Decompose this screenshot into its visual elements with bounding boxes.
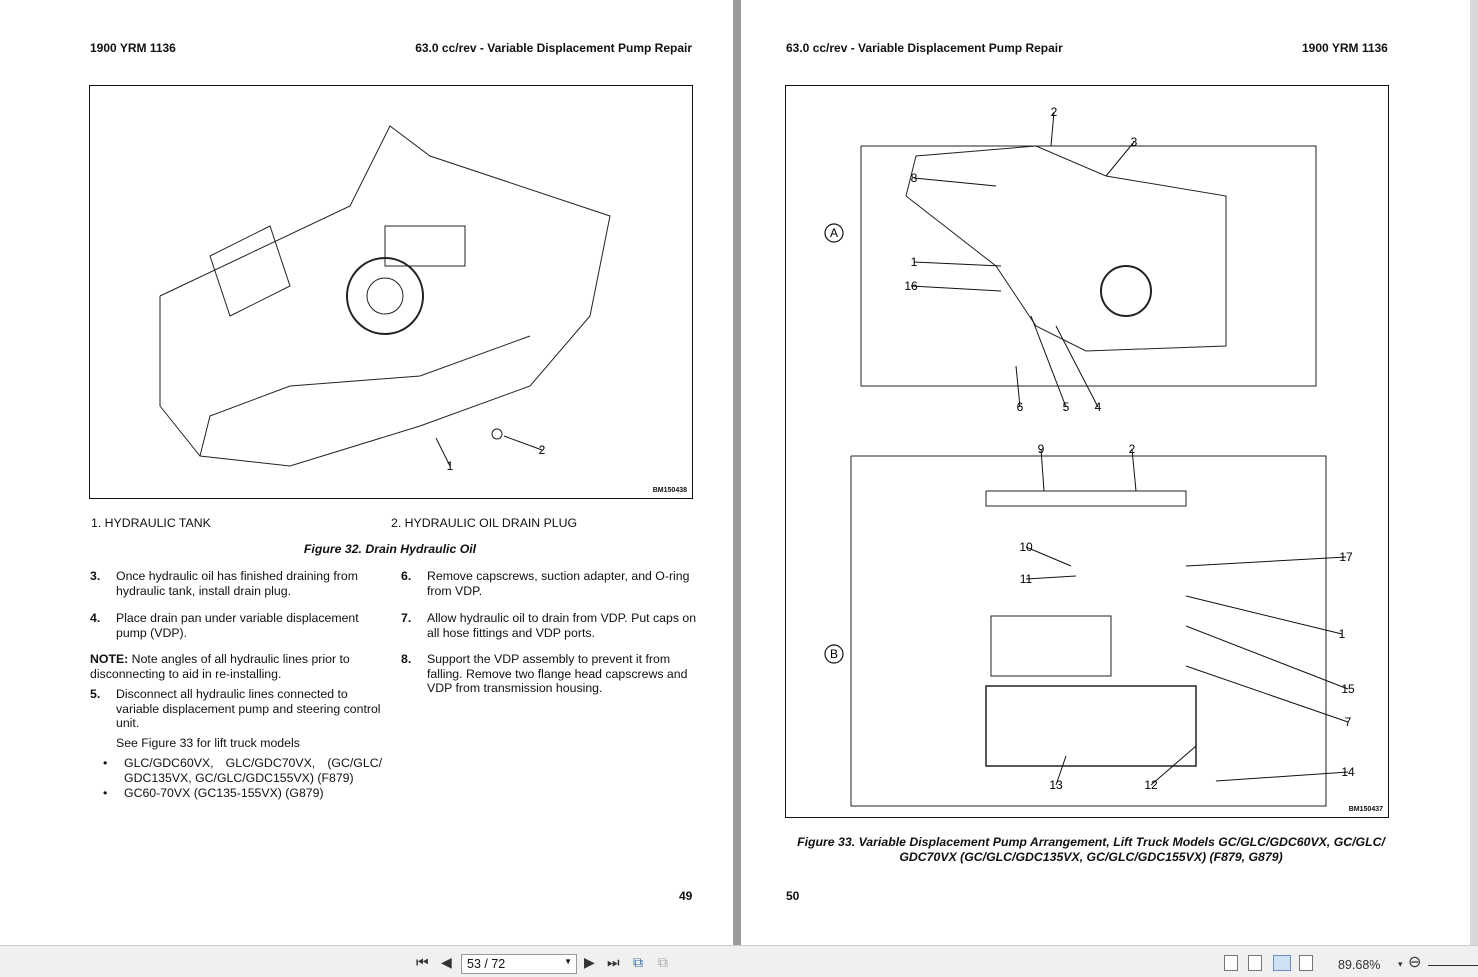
figure-code: BM150438 [652,487,687,494]
callout-a: 5 [1062,400,1070,414]
step-number: 5. [90,687,101,701]
callout-b: 13 [1049,778,1063,792]
leader-line [1186,557,1346,566]
header-doc-id: 1900 YRM 1136 [90,41,176,55]
callout-b: 15 [1341,682,1355,696]
pump-arrangement-drawing [786,86,1390,819]
step-text: Place drain pan under variable displacement pump (VDP). [116,611,359,640]
view-b-manifold [986,491,1186,506]
frame-line [200,336,530,456]
legend-item: 1. HYDRAULIC TANK [91,516,211,530]
hydraulic-tank-drawing [90,86,694,500]
vertical-scrollbar[interactable] [1470,0,1478,945]
bullet-item: GC60-70VX (GC135-155VX) (G879) [124,786,324,800]
callout-a: 3 [1130,135,1138,149]
header-title: 63.0 cc/rev - Variable Displacement Pump Repair [415,41,692,55]
figure-caption: Figure 32. Drain Hydraulic Oil [303,542,477,556]
figure-32 [89,85,693,499]
callout-b: 11 [1019,572,1033,586]
first-page-icon[interactable]: ⏮ [416,954,429,970]
view-a-housing [1101,266,1151,316]
leader-line [1186,626,1348,689]
leader-line [1026,576,1076,579]
see-figure-text: See Figure 33 for lift truck models [116,736,300,750]
bullet-item: GLC/GDC60VX, GLC/GDC70VX, (GC/GLC/ GDC135VX, GC/GLC/GDC155VX) (F879) [124,756,382,785]
leader-line [1056,326,1098,407]
facing-view-icon[interactable] [1273,955,1291,971]
previous-page-icon[interactable]: ◀ [441,954,452,970]
leader-line [911,286,1001,291]
leader-line [914,262,1001,266]
figure-caption: Figure 33. Variable Displacement Pump Arrangement, Lift Truck Models GC/GLC/GDC60VX, GC/GLC/ GDC70VX (GC/GLC/GDC135VX, GC/GLC/GDC155VX) (F879, G879) [797,835,1385,864]
view-label: B [829,647,839,661]
step-number: 7. [401,611,412,625]
previous-view-icon[interactable]: ⧉ [633,954,643,970]
next-view-icon[interactable]: ⧉ [658,954,668,970]
leader-line [1186,596,1342,634]
pump-drawing [347,258,423,334]
leader-line [1186,666,1348,722]
dropdown-arrow-icon[interactable]: ▼ [564,957,572,966]
callout-b: 14 [1341,765,1355,779]
callout-b: 9 [1037,442,1045,456]
zoom-out-icon[interactable]: ⊖ [1408,954,1422,971]
pump-hub [367,278,403,314]
step-number: 3. [90,569,101,583]
callout-a: 6 [1016,400,1024,414]
step-number: 6. [401,569,412,583]
page-number: 49 [679,889,693,903]
leader-line [1026,547,1071,566]
step-text: Allow hydraulic oil to drain from VDP. Put caps on all hose fittings and VDP ports. [427,611,697,640]
drain-plug [492,429,502,439]
page-50 [741,0,1470,945]
tank-outline [160,126,610,466]
callout-a: 4 [1094,400,1102,414]
legend-item: 2. HYDRAULIC OIL DRAIN PLUG [391,516,578,530]
view-b-transmission [986,686,1196,766]
callout-b: 1 [1338,627,1346,641]
step-number: 8. [401,652,412,666]
note-label: NOTE: [90,652,129,666]
last-page-icon[interactable]: ⏭ [607,954,620,970]
next-page-icon[interactable]: ▶ [584,954,595,970]
zoom-level[interactable]: 89.68% [1338,958,1381,972]
view-b-control-block [991,616,1111,676]
callout-a: 16 [904,279,918,293]
page-number-input[interactable] [461,954,577,974]
step-text: Once hydraulic oil has finished draining from hydraulic tank, install drain plug. [116,569,358,598]
callout-b: 10 [1019,540,1033,554]
callout-b: 2 [1128,442,1136,456]
page-field-value: 53 / 72 [467,957,506,971]
leader-line [504,436,542,450]
view-b-frame [851,456,1326,806]
note-text: Note angles of all hydraulic lines prior to disconnecting to aid in re-installing. [90,652,350,681]
figure-33 [785,85,1389,818]
bracket [210,226,290,316]
callout-a: 8 [910,171,918,185]
zoom-dropdown-icon[interactable]: ▾ [1398,959,1403,969]
single-page-view-icon[interactable] [1224,955,1238,971]
leader-line [1031,316,1066,407]
step-text: Remove capscrews, suction adapter, and O-ring from VDP. [427,569,690,598]
callout-a: 1 [910,255,918,269]
step-text: Support the VDP assembly to prevent it from falling. Remove two flange head capscrews and VDP from transmission housing. [427,652,688,695]
leader-line [1216,772,1348,781]
zoom-slider[interactable] [1428,965,1478,966]
view-a-pump [906,146,1226,351]
callout-a: 2 [1050,105,1058,119]
note [90,652,380,681]
continuous-view-icon[interactable] [1248,955,1262,971]
page-49: 1900 YRM 1136 63.0 cc/rev - Variable Displacement Pump Repair 1 2 BM150438 1. HYDRAULIC TANK 2. HYDRAULIC OIL DRAIN PLUG Figure 32. Drain Hydraulic Oil 3. Once hydraulic oil has finished draining from hydraulic tank, install drain plug. 4. Place drain pan under variable displacement pump (VDP). NOTE: Note angles of all hydraulic lines prior to disconnecting to aid in re-installing. 5. Disconnect all hydraulic lines connected to variable displacement pump and steering control unit. See Figure 33 for lift truck models • GLC/GDC60VX, GLC/GDC70VX, (GC/GLC/ GDC135VX, GC/GLC/GDC155VX) (F879) • GC60-70VX (GC135-155VX) (G879) 6. Remove capscrews, suction adapter, and O-ring from VDP. 7. Allow hydraulic oil to drain from VDP. Put caps on all hose fittings and VDP ports. 8. Support the VDP assembly to prevent it from falling. Remove two flange head capscrews and VDP from transmission housing. 49 [0,0,733,945]
leader-line [914,178,996,186]
step-number: 4. [90,611,101,625]
continuous-facing-view-icon[interactable] [1299,955,1313,971]
header-title: 63.0 cc/rev - Variable Displacement Pump Repair [786,41,1063,55]
view-a-frame [861,146,1316,386]
callout-b: 7 [1344,715,1352,729]
callout-b: 12 [1144,778,1158,792]
callout: 2 [538,443,546,457]
header-doc-id: 1900 YRM 1136 [1302,41,1388,55]
page-number: 50 [786,889,800,903]
figure-code: BM150437 [1348,806,1383,813]
callout-b: 17 [1339,550,1353,564]
pdf-toolbar [0,945,1478,977]
step-text: Disconnect all hydraulic lines connected to variable displacement pump and steering control unit. [116,687,381,730]
view-label: A [829,226,839,240]
callout: 1 [446,459,454,473]
